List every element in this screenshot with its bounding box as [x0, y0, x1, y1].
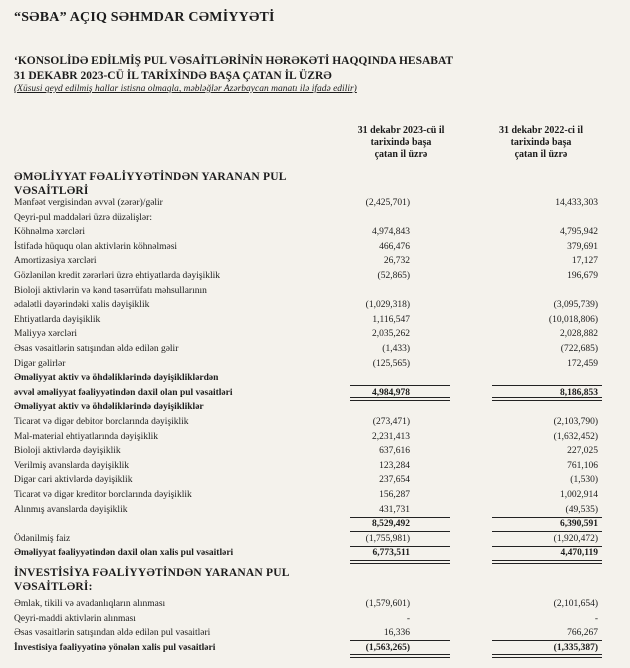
section-investing-line2: VƏSAİTLƏRİ:	[14, 581, 93, 593]
row-label: Ticarət və digər debitor borclarında dəyişiklik	[14, 417, 189, 427]
table-row	[0, 460, 630, 473]
table-row	[0, 445, 630, 458]
row-label: Mal-material ehtiyatlarında dəyişiklik	[14, 431, 159, 442]
row-value-2022: (1,920,472)	[553, 533, 598, 544]
row-label: Digər gəlirlər	[14, 358, 66, 369]
table-row	[0, 372, 630, 385]
row-label: Ticarət və digər kreditor borclarında dəyişiklik	[14, 490, 192, 500]
row-value-2023: 26,732	[383, 256, 410, 267]
statement-note: (Xüsusi qeyd edilmiş hallar istisna olmaqla, məbləğlər Azərbaycan manatı ilə ifadə edilir)	[14, 84, 357, 94]
subtotal-rule	[350, 385, 450, 386]
row-value-2023: 123,284	[379, 460, 410, 471]
subtotal-rule	[492, 517, 602, 518]
row-value-2022: (1,530)	[570, 475, 598, 486]
table-row	[0, 627, 630, 640]
row-value-2023: 637,616	[379, 446, 410, 457]
row-value-2023: (273,471)	[372, 417, 410, 427]
row-label: Alınmış avanslarda dəyişiklik	[14, 504, 128, 515]
row-value-2022: 196,679	[567, 271, 598, 281]
row-value-2022: 17,127	[571, 256, 598, 267]
row-value-2023: 16,336	[383, 628, 410, 639]
column-header-2023	[351, 125, 451, 161]
table-row	[0, 226, 630, 239]
row-value-2023: 4,974,843	[372, 227, 410, 238]
row-value-2023: -	[406, 613, 410, 624]
row-label: Əməliyyat aktiv və öhdəliklərində dəyişikliklərdən	[14, 373, 219, 384]
row-value-2022: (1,335,387)	[553, 642, 598, 653]
row-value-2022: 4,470,119	[560, 548, 598, 559]
row-value-2022: 4,795,942	[560, 227, 598, 238]
table-row	[0, 358, 630, 371]
subtotal-rule	[492, 546, 602, 547]
row-value-2023: (52,865)	[377, 271, 410, 281]
table-row	[0, 518, 630, 531]
row-label: Köhnəlmə xərcləri	[14, 227, 85, 238]
company-name: “SƏBA” AÇIQ SƏHMDAR CƏMİYYƏTİ	[14, 10, 275, 25]
row-value-2023: (2,425,701)	[365, 198, 410, 208]
statement-period: 31 DEKABR 2023-CÜ İL TARİXİNDƏ BAŞA ÇATAN İL ÜZRƏ	[14, 70, 332, 82]
row-label: Ödənilmiş faiz	[14, 533, 71, 544]
row-value-2022: (2,101,654)	[553, 599, 598, 609]
section-operating-heading	[14, 170, 287, 198]
subtotal-rule	[350, 640, 450, 641]
subtotal-rule	[492, 385, 602, 386]
statement-title: ‘KONSOLİDƏ EDİLMİŞ PUL VƏSAİTLƏRİNİN HƏRƏKƏTİ HAQQINDA HESABAT	[14, 55, 454, 67]
row-value-2022: 14,433,303	[555, 198, 598, 208]
table-row	[0, 401, 630, 414]
table-row	[0, 598, 630, 611]
row-label: İnvestisiya fəaliyyətinə yönələn xalis pul vəsaitləri	[14, 642, 216, 653]
section-investing-line1: İNVESTİSİYA FƏALİYYƏTİNDƏN YARANAN PUL	[14, 567, 290, 579]
row-value-2023: 1,116,547	[372, 314, 410, 325]
table-row	[0, 270, 630, 283]
row-value-2022: (49,535)	[565, 504, 598, 515]
row-value-2023: (1,563,265)	[365, 642, 410, 653]
table-row	[0, 285, 630, 298]
total-rule	[492, 397, 602, 401]
row-label: Əsas vəsaitlərin satışından əldə edilən gəlir	[14, 344, 179, 354]
row-value-2023: 8,529,492	[372, 519, 410, 530]
row-value-2022: 227,025	[567, 446, 598, 457]
row-value-2022: 172,459	[567, 358, 598, 369]
row-label: Əməliyyat aktiv və öhdəliklərində dəyişikliklər	[14, 402, 204, 413]
column-header-2023-line1: 31 dekabr 2023-cü il	[357, 125, 445, 136]
row-value-2022: (10,018,806)	[548, 314, 598, 325]
table-row	[0, 197, 630, 210]
table-row	[0, 314, 630, 327]
section-investing-heading	[14, 566, 290, 594]
row-value-2022: 2,028,882	[560, 329, 598, 340]
row-value-2023: 156,287	[379, 490, 410, 500]
table-row	[0, 547, 630, 560]
row-label: Bioloji aktivlərdə dəyişiklik	[14, 446, 121, 457]
row-label: Amortizasiya xərcləri	[14, 256, 97, 267]
section-operating-line1: ƏMƏLİYYAT FƏALİYYƏTİNDƏN YARANAN PUL	[14, 171, 287, 183]
table-row	[0, 642, 630, 655]
row-label: Digər cari aktivlərdə dəyişiklik	[14, 475, 133, 486]
row-label: Mənfəət vergisindən əvvəl (zərər)/gəlir	[14, 198, 163, 208]
row-label: Qeyri-pul maddələri üzrə düzəlişlər:	[14, 212, 152, 223]
table-row	[0, 343, 630, 356]
row-label: Ehtiyatlarda dəyişiklik	[14, 314, 101, 325]
table-row	[0, 255, 630, 268]
row-label: əvvəl əməliyyat fəaliyyətindən daxil olan pul vəsaitləri	[14, 387, 233, 398]
table-row	[0, 431, 630, 444]
row-value-2023: 2,035,262	[372, 329, 410, 340]
row-value-2022: 761,106	[567, 460, 598, 471]
total-rule	[350, 654, 450, 658]
row-value-2022: 766,267	[567, 628, 598, 639]
column-header-2022-line1: 31 dekabr 2022-ci il	[499, 125, 583, 136]
row-label: Gözlənilən kredit zərərləri üzrə ehtiyatlarda dəyişiklik	[14, 271, 221, 281]
total-rule	[350, 397, 450, 401]
column-header-2023-line2: tarixində başa	[370, 137, 432, 148]
row-label: Əməliyyat fəaliyyətindən daxil olan xalis pul vəsaitləri	[14, 548, 234, 559]
row-label: Əsas vəsaitlərin satışından əldə edilən pul vəsaitləri	[14, 628, 211, 639]
row-value-2022: 8,186,853	[560, 387, 598, 398]
row-value-2023: 4,984,978	[372, 387, 410, 398]
table-row	[0, 299, 630, 312]
row-value-2023: 431,731	[379, 504, 410, 515]
table-row	[0, 489, 630, 502]
row-label: Qeyri-maddi aktivlərin alınması	[14, 613, 136, 624]
row-value-2022: (1,632,452)	[553, 431, 598, 442]
table-row	[0, 533, 630, 546]
section-operating-line2: VƏSAİTLƏRİ	[14, 185, 89, 197]
subtotal-rule	[350, 517, 450, 518]
table-row	[0, 241, 630, 254]
row-value-2022: (2,103,790)	[553, 417, 598, 427]
row-value-2022: 6,390,591	[560, 519, 598, 530]
row-value-2023: (1,029,318)	[365, 300, 410, 311]
row-value-2022: 1,002,914	[560, 490, 598, 500]
row-label: ədalətli dəyərindəki xalis dəyişiklik	[14, 300, 150, 311]
row-value-2022: (722,685)	[560, 344, 598, 354]
total-rule	[492, 654, 602, 658]
row-value-2022: -	[594, 613, 598, 624]
table-row	[0, 416, 630, 429]
table-row	[0, 328, 630, 341]
row-label: Bioloji aktivlərin və kənd təsərrüfatı məhsullarının	[14, 285, 207, 296]
table-row	[0, 212, 630, 225]
column-header-2022-line3: çatan il üzrə	[514, 149, 568, 160]
row-value-2023: (1,433)	[382, 344, 410, 354]
column-header-2022	[491, 125, 591, 161]
column-header-2023-line3: çatan il üzrə	[374, 149, 428, 160]
table-row	[0, 613, 630, 626]
row-label: Verilmiş avanslarda dəyişiklik	[14, 460, 130, 471]
row-value-2023: (1,755,981)	[365, 533, 410, 544]
row-value-2022: 379,691	[567, 241, 598, 252]
table-row	[0, 474, 630, 487]
table-row	[0, 504, 630, 517]
row-value-2023: 2,231,413	[372, 431, 410, 442]
row-label: Əmlak, tikili və avadanlıqların alınması	[14, 599, 166, 609]
row-label: İstifadə hüququ olan aktivlərin köhnəlməsi	[14, 241, 178, 252]
row-value-2023: 466,476	[379, 241, 410, 252]
row-value-2023: 237,654	[379, 475, 410, 486]
subtotal-rule	[492, 640, 602, 641]
row-label: Maliyyə xərcləri	[14, 329, 78, 340]
row-value-2022: (3,095,739)	[553, 300, 598, 311]
row-value-2023: (1,579,601)	[365, 599, 410, 609]
row-value-2023: 6,773,511	[372, 548, 410, 559]
subtotal-rule	[350, 531, 450, 532]
total-rule	[492, 560, 602, 564]
total-rule	[350, 560, 450, 564]
row-value-2023: (125,565)	[372, 358, 410, 369]
column-header-2022-line2: tarixində başa	[510, 137, 572, 148]
subtotal-rule	[492, 531, 602, 532]
subtotal-rule	[350, 546, 450, 547]
